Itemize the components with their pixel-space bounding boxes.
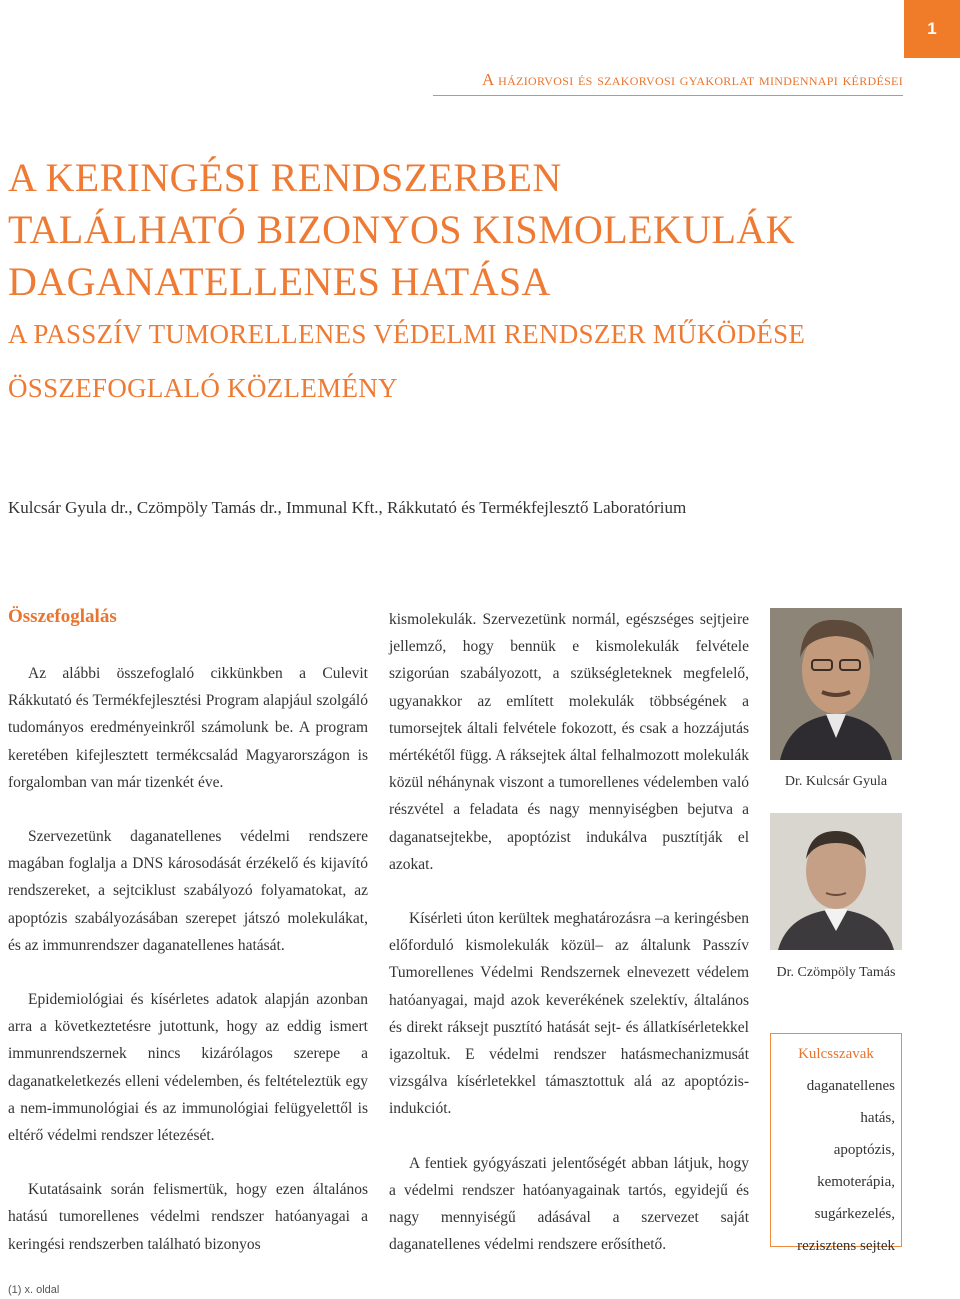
keyword: hatás, [860,1110,895,1126]
paragraph: Szervezetünk daganatellenes védelmi rendszere magában foglalja a DNS károsodását érzékelő és kijavító rendszereket, a sejtciklust szabályozó folyamatokat, az apoptózis szabályozásában szerepet játszó molekulákat, és az immunrendszer daganatellenes hatását. [8,828,368,954]
title-line-1: A KERINGÉSI RENDSZERBEN [8,155,562,200]
title-block [8,152,908,406]
left-column [8,660,368,1285]
subtitle-summary: ÖSSZEFOGLALÓ KÖZLEMÉNY [8,373,398,403]
keyword: sugárkezelés, [814,1206,895,1222]
section-title: Összefoglalás [8,606,117,627]
author-photo-kulcsar [770,608,902,760]
paragraph: Az alábbi összefoglaló cikkünkben a Culevit Rákkutató és Termékfejlesztési Program alapjául szolgáló tudományos eredményeinkről számolunk be. A program keretében kifejlesztett termékcsalád Magyarországon is forgalomban van már tizenkét éve. [8,665,368,791]
keywords-title: Kulcsszavak [798,1046,874,1062]
page-number: 1 [927,19,937,38]
page-number-badge [904,0,960,58]
keyword: rezisztens sejtek [797,1238,895,1254]
keyword: daganatellenes [806,1078,895,1094]
running-header: A háziorvosi és szakorvosi gyakorlat mindennapi kérdései [481,70,903,89]
caption-czompoly: Dr. Czömpöly Tamás [776,965,896,980]
title-line-3: DAGANATELLENES HATÁSA [8,259,551,304]
paragraph: Kutatásaink során felismertük, hogy ezen általános hatású tumorellenes védelmi rendszer hatóanyagai a keringési rendszerben található bizonyos [8,1181,368,1253]
paragraph: Epidemiológiai és kísérletes adatok alapján azonban arra a következtetésre jutottunk, hogy az eddig ismert immunrendszernek nincs kizárólagos szerepe a daganatkeletkezés elleni védelemben, és feltételeztük egy a nem-immunológiai és az immunológiai felügyelettől is eltérő védelmi rendszer létezését. [8,991,368,1145]
subtitle: A PASSZÍV TUMORELLENES VÉDELMI RENDSZER MŰKÖDÉSE [8,319,806,349]
paragraph: A fentiek gyógyászati jelentőségét abban látjuk, hogy a védelmi rendszer hatóanyagainak tartós, egyidejű és nagy mennyiségű adásával a szervezet saját daganatellenes védelmi rendszere erősíthető. [389,1154,749,1254]
authors: Kulcsár Gyula dr., Czömpöly Tamás dr., Immunal Kft., Rákkutató és Termékfejlesztő Laboratórium [8,498,687,517]
keyword: apoptózis, [833,1142,895,1158]
caption-kulcsar: Dr. Kulcsár Gyula [784,774,888,789]
keyword: kemoterápia, [817,1174,895,1190]
paragraph: Kísérleti úton kerültek meghatározásra –a keringésben előforduló kismolekulák közül– az általunk Passzív Tumorellenes Védelmi Rendszernek elnevezett védelem hatóanyagai, majd azok keverékének szelektív, általános és direkt ráksejt pusztító hatását sejt- és állatkísérletekkel igazoltuk. E védelmi rendszer hatásmechanizmusát vizsgálva kísérletekkel támasztottuk alá az apoptózis-indukciót. [389,910,749,1118]
header-rule [433,95,903,96]
paragraph: kismolekulák. Szervezetünk normál, egészséges sejtjeire jellemző, hogy bennük e kismolekulák felvétele szigorúan szabályozott, a szükségleteknek megfelelő, ugyanakkor az említett molekulák többségének a tumorsejtek általi felvétele fokozott, és csak a hozzájutás mértékétől függ. A ráksejtek által felhalmozott molekulák közül néhánynak viszont a tumorellenes védelemben való részvétel a feladata és nagy mennyiségben bejutva a daganatsejtekbe, apoptózist indukálva pusztítják el azokat. [389,611,749,873]
author-photo-czompoly [770,813,902,950]
title-line-2: TALÁLHATÓ BIZONYOS KISMOLEKULÁK [8,207,795,252]
middle-column [389,606,749,1285]
footer-page-reference: (1) x. oldal [8,1284,60,1296]
keywords-box [770,1033,902,1254]
